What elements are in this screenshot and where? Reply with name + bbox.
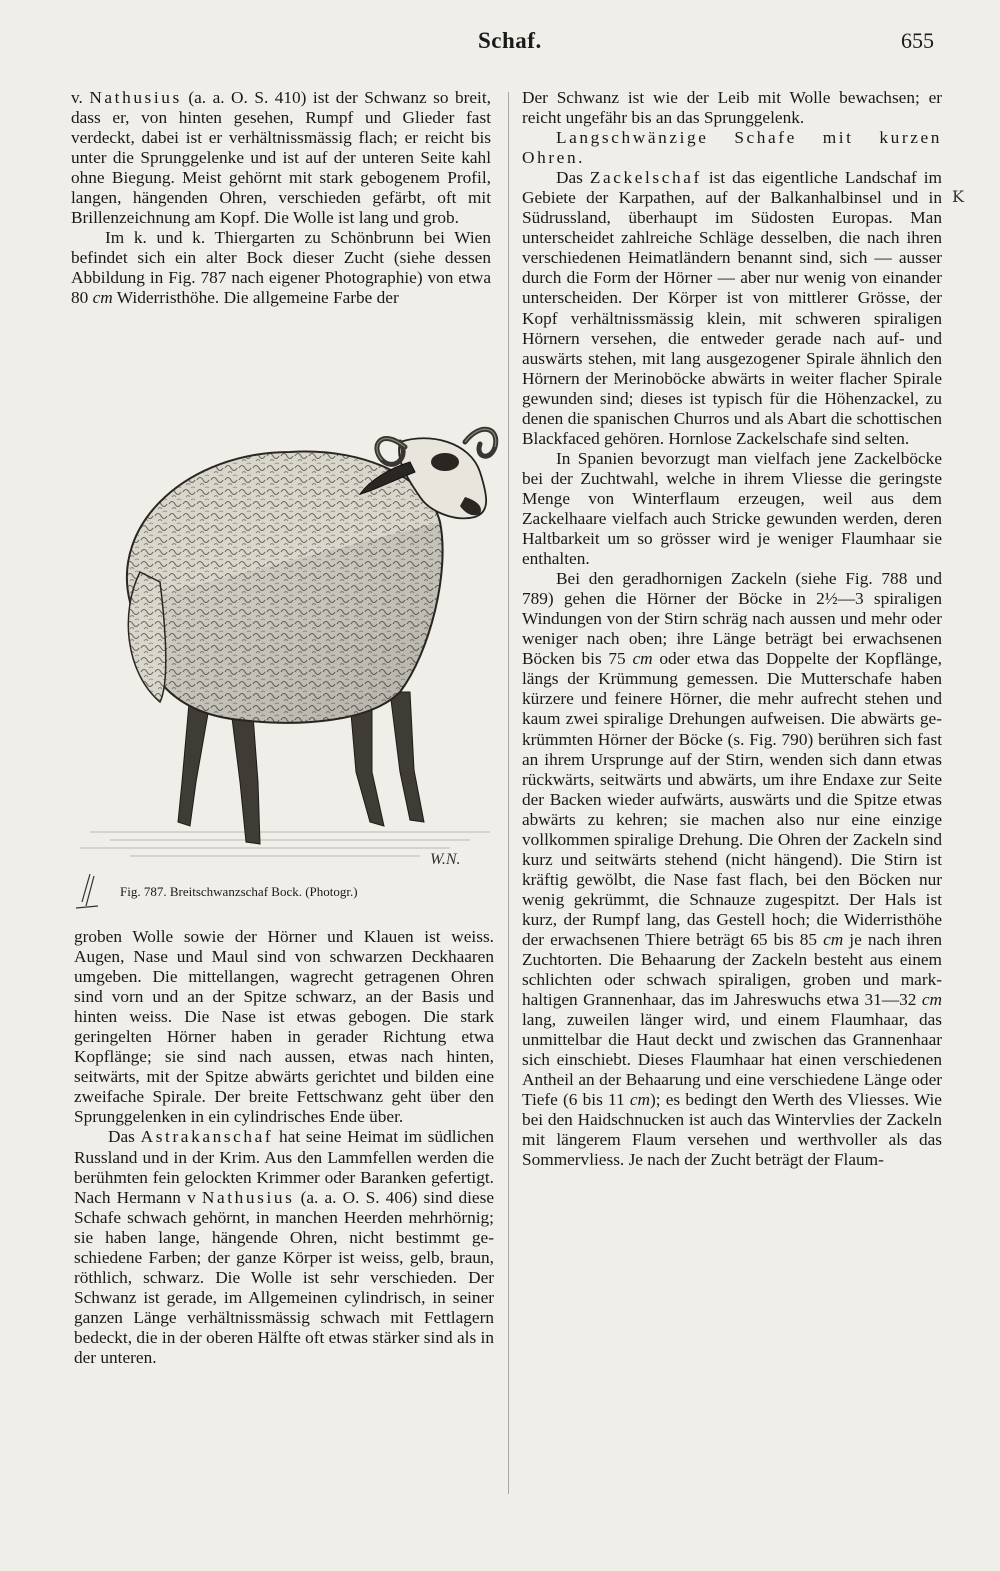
- eye-patch: [431, 453, 459, 471]
- sheep-illustration: [70, 402, 502, 878]
- text-run: (a. a. O. S. 406) sind diese Schafe schwach gehörnt, in manchen Heerden mehrhörnig; sie haben lange, hängende Ohren, nicht bestimmt geschiedene Farben; der ganze Körper ist weiss, gelb, braun, röthlich, schwarz. Die Wolle ist sehr verschieden. Der Schwanz ist gerade, im Allgemeinen cylindrisch, in seiner ganzen Länge verhältnissmässig schwach mit Fettlagern bedeckt, die in der oberen Hälfte oft etwas stärker sind als in der unteren.: [74, 1187, 494, 1367]
- text-run: groben Wolle sowie der Hörner und Klauen ist weiss. Augen, Nase und Maul sind von schwarzen Deckhaaren umgeben. Die mittellangen, wagrecht getragenen Ohren sind vorn und an der Spitze schwarz, an der Basis und hinten weiss. Die Nase ist etwas gebogen. Die stark geringelten Hörner haben in gerader Richtung etwa Kopflänge; sie sind nach aussen, etwas nach hinten, seitwärts, mit der Spitze abwärts gerichtet und bilden eine zweifache Spirale. Der breite Fettschwanz geht über den Sprunggelenken in ein cylindrisches Ende über.: [74, 927, 494, 1127]
- text-run: Im k. und k. Thiergarten zu Schönbrunn bei Wien befindet sich ein alter Bock dieser Zucht (siehe dessen Abbildung in Fig. 787 nach eigener Photographie) von etwa 80: [71, 228, 491, 308]
- text-run: Der Schwanz ist wie der Leib mit Wolle bewachsen; er reicht ungefähr bis an das Sprunggelenk.: [522, 88, 942, 128]
- sheep-fat-tail: [128, 572, 165, 702]
- text-run: Widerristhöhe. Die allgemeine Farbe der: [112, 288, 399, 308]
- text-run: lang, zuweilen länger wird, und einem Flaumhaar, das unmittelbar die Haut deckt und zwischen das Grannenhaar sich einschiebt. Dieses Flaumhaar hat einen verschiedenen Antheil an der Behaarung und eine verschiedene Länge oder Tiefe (6 bis 11: [522, 1010, 942, 1110]
- figure-caption: Fig. 787. Breitschwanzschaf Bock. (Photogr.): [120, 884, 358, 899]
- engraver-signature: W.N.: [430, 851, 461, 868]
- paragraph: [522, 449, 942, 569]
- running-title: Schaf.: [478, 28, 542, 53]
- paragraph: [74, 927, 494, 1127]
- paragraph: [522, 128, 942, 168]
- text-run: Das: [556, 168, 590, 188]
- italic-unit: cm: [92, 288, 113, 308]
- italic-unit: cm: [629, 1090, 650, 1110]
- margin-annotation: K: [952, 187, 964, 206]
- left-column-top-text: [71, 88, 491, 309]
- paragraph: [522, 168, 942, 449]
- ground-hatching: [80, 832, 490, 856]
- text-run: (a. a. O. S. 410) ist der Schwanz so breit, dass er, von hinten gesehen, Rumpf und Glieder fast verdeckt, dabei ist er verhältnissmässig flach; er reicht bis unter die Sprunggelenke und ist auf der unteren Seite kahl ohne Biegung. Meist gehörnt mit stark gebogenem Profil, langen, hängenden Ohren, verschieden gefärbt, oft mit Brillenzeichnung am Kopf. Die Wolle ist lang und grob.: [71, 88, 491, 228]
- text-run: oder etwa das Doppelte der Kopflänge, längs der Krümmung gemessen. Die Mutterschafe haben kürzere und feinere Hörner, die mehr aufrecht stehen und kaum zwei spiralige Drehungen aufweisen. Die abwärts gekrümmten Hörner der Böcke (s. Fig. 790) berühren sich fast an ihrem Ursprunge auf der Stirn, wenden sich dann etwas rückwärts, seitwärts und abwärts, um ihre Endaxe zur Seite der Backen wieder aufwärts, auswärts und die Spitze etwas abwärts zu kehren; sie machen also nur eine einzige vollkommen spiralige Drehung. Die Ohren der Zackeln sind kurz und seitwärts stehend (nicht hängend). Die Stirn ist kräftig gewölbt, die Nase fast flach, bei den Böcken nur wenig gekrümmt, die Schnauze zugespitzt. Der Hals ist kurz, der Rumpf lang, das Gestell hoch; die Widerristhöhe der erwachsenen Thiere beträgt 65 bis 85: [522, 649, 942, 949]
- text-run: v.: [71, 88, 90, 107]
- spaced-term: Astrakanschaf: [140, 1127, 274, 1147]
- text-run: In Spanien bevorzugt man vielfach jene Zackelböcke bei der Zuchtwahl, welche in ihrem Vliesse die geringste Menge von Winterflaum erzeugen, weil aus dem Zackelhaare vielfach auch Stricke gewunden werden, deren Haltbarkeit um so grösser wird je weniger Flaumhaar sie enthalten.: [522, 448, 942, 569]
- italic-unit: cm: [921, 990, 942, 1010]
- spaced-term: Langschwänzige Schafe mit kurzen Ohren.: [522, 128, 942, 168]
- text-run: ); es bedingt den Werth des Vliesses. Wie bei den Haidschnucken ist auch das Wintervlies der Zackeln mit längerem Flaum versehen und werthvoller als das Sommervliess. Je nach der Zucht beträgt der Flaum-: [522, 1090, 942, 1170]
- spaced-term: Zackelschaf: [589, 168, 702, 188]
- right-column-text: [522, 88, 942, 1171]
- paragraph: [522, 88, 942, 128]
- paragraph: [71, 88, 491, 228]
- text-run: Das: [108, 1127, 141, 1147]
- spaced-term: Nathusius: [89, 88, 182, 107]
- column-divider: [508, 92, 509, 1494]
- paragraph: [522, 569, 942, 1170]
- figure-787-sheep-engraving: [70, 402, 502, 878]
- ink-mark: [72, 872, 102, 912]
- italic-unit: cm: [823, 929, 844, 949]
- paragraph: [74, 1127, 494, 1368]
- text-run: je nach ihren Zuchtorten. Die Behaarung der Zackeln besteht aus einem schlichten oder schwach spiraligen, groben und markhaltigen Grannenhaar, das im Jahreswuchs etwa 31—32: [522, 929, 943, 1010]
- text-run: ist das eigentliche Landschaf im Gebiete der Karpathen, auf der Balkanhalbinsel und in Südrussland, überhaupt im Südosten Europas. Man unterscheidet zahlreiche Schläge desselben, die nach ihren verschiedenen Heimatländern benannt sind, sich — ausser durch die Form der Hörner — aber nur wenig von einander unterscheiden. Der Körper ist von mittlerer Grösse, der Kopf verhältnissmässig klein, mit schweren spiraligen Hörnern versehen, die entweder gerade nach auf- und auswärts stehen, mit lang ausgezogener Spirale ähnlich den Hörnern der Merinoböcke abwärts in weiter flacher Spirale gewunden sind; dieses ist typisch für die Höhenzackel, zu denen die spanischen Churros und als Abart die schottischen Blackfaced gehören. Hornlose Zackelschafe sind selten.: [522, 168, 942, 448]
- page-number: 655: [901, 28, 934, 53]
- italic-unit: cm: [632, 649, 653, 669]
- left-column-bottom-text: [74, 927, 494, 1368]
- text-run: hat seine Heimat im südlichen Russland und in der Krim. Aus den Lammfellen werden die berühmten fein gelockten Krimmer oder Baranken gefertigt. Nach Hermann v: [74, 1127, 495, 1207]
- spaced-term: Nathusius: [201, 1187, 295, 1207]
- paragraph: [71, 228, 491, 308]
- text-run: Bei den geradhornigen Zackeln (siehe Fig. 788 und 789) gehen die Hörner der Böcke in 2½—3 spiraligen Windungen von der Stirn schräg nach aussen und mehr oder weniger nach oben; ihre Länge beträgt bei erwachsenen Böcken bis 75: [522, 569, 942, 669]
